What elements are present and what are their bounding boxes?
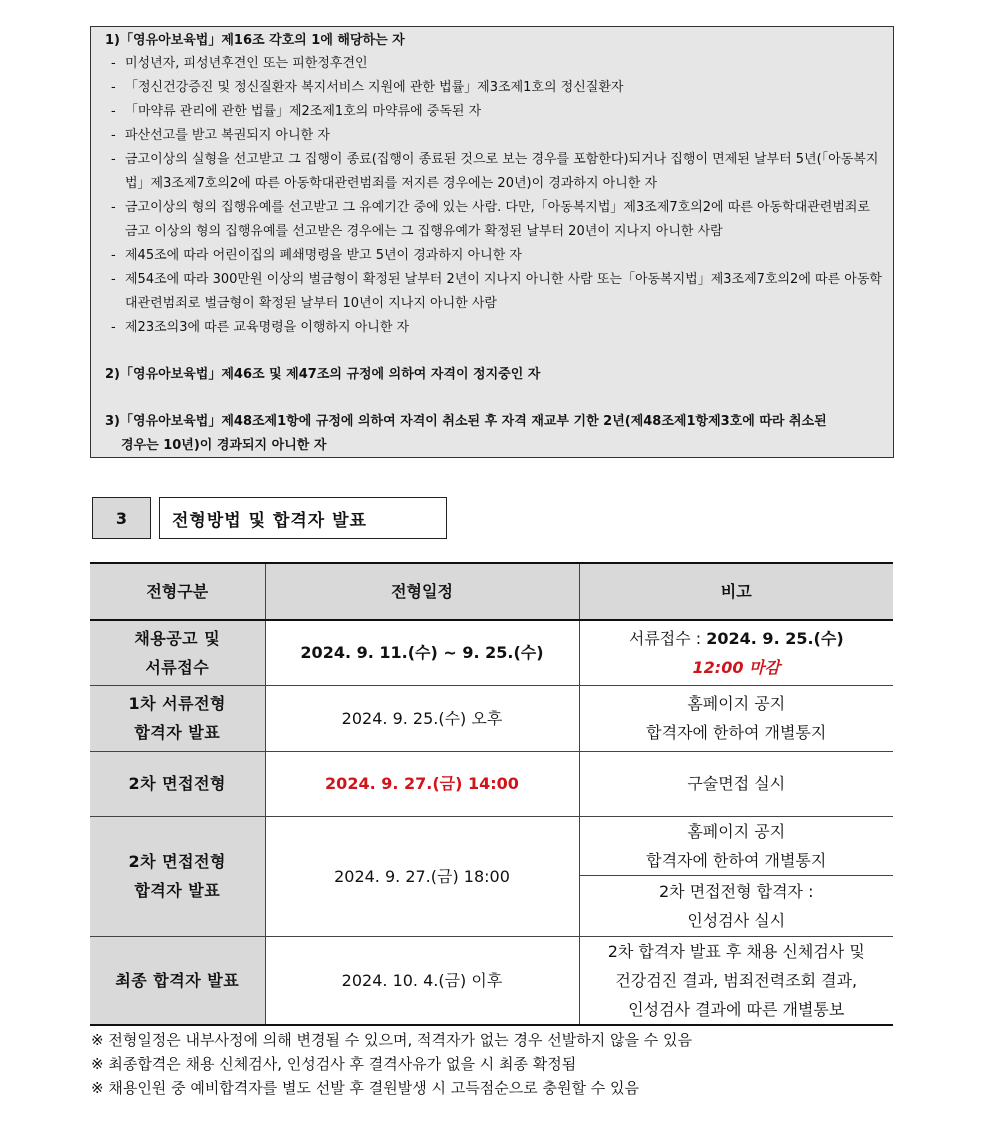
table-row — [90, 685, 893, 751]
header-stage: 전형구분 — [90, 563, 265, 620]
disqualification-box — [90, 26, 894, 458]
schedule-cell: 2024. 9. 25.(수) 오후 — [265, 685, 579, 751]
stage-cell — [90, 620, 265, 685]
note-line — [580, 624, 894, 653]
note-cell — [579, 816, 893, 875]
stage-line: 서류접수 — [145, 657, 210, 677]
list-item: - 제23조의3에 따른 교육명령을 이행하지 아니한 자 — [105, 316, 883, 340]
note-line: 2차 면접전형 합격자 : — [659, 881, 814, 901]
note-line: 합격자에 한하여 개별통지 — [646, 850, 827, 870]
note-line: 합격자에 한하여 개별통지 — [646, 723, 827, 742]
list-item: - 「마약류 관리에 관한 법률」제2조제1호의 마약류에 중독된 자 — [105, 100, 883, 124]
note-cell: 구술면접 실시 — [579, 751, 893, 816]
note-line: 홈페이지 공지 — [687, 821, 786, 841]
section-2: 2)「영유아보육법」제46조 및 제47조의 규정에 의하여 자격이 정지중인 자 — [105, 367, 541, 382]
note-date: 2024. 9. 25.(수) — [706, 628, 844, 648]
footnote: ※ 채용인원 중 예비합격자를 별도 선발 후 결원발생 시 고득점순으로 충원할 수 있음 — [91, 1079, 639, 1097]
table-row — [90, 751, 893, 816]
list-item: - 「정신건강증진 및 정신질환자 복지서비스 지원에 관한 법률」제3조제1호의 정신질환자 — [105, 76, 883, 100]
footnotes — [91, 1028, 692, 1100]
note-line: 건강검진 결과, 범죄전력조회 결과, — [615, 970, 858, 990]
list-item: - 금고이상의 형의 집행유예를 선고받고 그 유예기간 중에 있는 사람. 다만,「아동복지법」제3조제7호의2에 따른 아동학대관련범죄로 금고 이상의 형의 집행유예를 선고받은 경우에는 그 집행유예가 확정된 날부터 20년이 지나지 아니한 사람 — [105, 196, 883, 244]
stage-line: 합격자 발표 — [134, 723, 221, 742]
section-number: 3 — [92, 497, 151, 539]
table-row — [90, 620, 893, 685]
section-3-line1: 3)「영유아보육법」제48조제1항에 규정에 의하여 자격이 취소된 후 자격 재교부 기한 2년(제48조제1항제3호에 따라 취소된 — [105, 414, 827, 429]
deadline-text: 12:00 마감 — [692, 657, 780, 677]
stage-cell — [90, 816, 265, 936]
table-header-row — [90, 563, 893, 620]
footnote: ※ 최종합격은 채용 신체검사, 인성검사 후 결격사유가 없을 시 최종 확정됨 — [91, 1055, 577, 1073]
schedule-table — [90, 562, 893, 1026]
stage-line: 합격자 발표 — [134, 881, 221, 900]
table-row — [90, 816, 893, 875]
list-item: - 제54조에 따라 300만원 이상의 벌금형이 확정된 날부터 2년이 지나지 아니한 사람 또는「아동복지법」제3조제7호의2에 따른 아동학대관련범죄로 벌금형이 확정된 날부터 10년이 지나지 아니한 사람 — [105, 268, 883, 316]
stage-cell: 2차 면접전형 — [90, 751, 265, 816]
stage-line: 2차 면접전형 — [128, 852, 226, 871]
note-cell — [579, 685, 893, 751]
schedule-cell: 2024. 9. 27.(금) 18:00 — [265, 816, 579, 936]
table-row — [90, 936, 893, 1025]
section-3-line2: 경우는 10년)이 경과되지 아니한 자 — [121, 438, 327, 453]
schedule-cell: 2024. 9. 11.(수) ~ 9. 25.(수) — [265, 620, 579, 685]
stage-cell: 최종 합격자 발표 — [90, 936, 265, 1025]
note-cell — [579, 936, 893, 1025]
header-note: 비고 — [579, 563, 893, 620]
header-schedule: 전형일정 — [265, 563, 579, 620]
stage-cell — [90, 685, 265, 751]
schedule-cell: 2024. 9. 27.(금) 14:00 — [265, 751, 579, 816]
list-item: - 미성년자, 피성년후견인 또는 피한정후견인 — [105, 52, 883, 76]
section-1-title: 1)「영유아보육법」제16조 각호의 1에 해당하는 자 — [105, 33, 405, 48]
list-item: - 금고이상의 실형을 선고받고 그 집행이 종료(집행이 종료된 것으로 보는 경우를 포함한다)되거나 집행이 면제된 날부터 5년(「아동복지법」제3조제7호의2에 따른 아동학대관련범죄를 저지른 경우에는 20년)이 경과하지 아니한 자 — [105, 148, 883, 196]
footnote: ※ 전형일정은 내부사정에 의해 변경될 수 있으며, 적격자가 없는 경우 선발하지 않을 수 있음 — [91, 1031, 692, 1049]
section-3 — [105, 410, 883, 458]
list-item: - 제45조에 따라 어린이집의 폐쇄명령을 받고 5년이 경과하지 아니한 자 — [105, 244, 883, 268]
note-cell — [579, 875, 893, 936]
stage-line: 채용공고 및 — [134, 628, 221, 648]
section-1-list — [105, 52, 883, 340]
note-cell — [579, 620, 893, 685]
list-item: - 파산선고를 받고 복권되지 아니한 자 — [105, 124, 883, 148]
note-line: 인성검사 실시 — [687, 910, 786, 930]
note-line: 홈페이지 공지 — [687, 694, 786, 713]
note-line: 인성검사 결과에 따른 개별통보 — [628, 999, 845, 1019]
stage-line: 1차 서류전형 — [128, 694, 226, 713]
section-title: 전형방법 및 합격자 발표 — [159, 497, 447, 539]
note-prefix: 서류접수 : — [628, 628, 707, 648]
schedule-cell: 2024. 10. 4.(금) 이후 — [265, 936, 579, 1025]
note-line: 2차 합격자 발표 후 채용 신체검사 및 — [607, 941, 865, 961]
